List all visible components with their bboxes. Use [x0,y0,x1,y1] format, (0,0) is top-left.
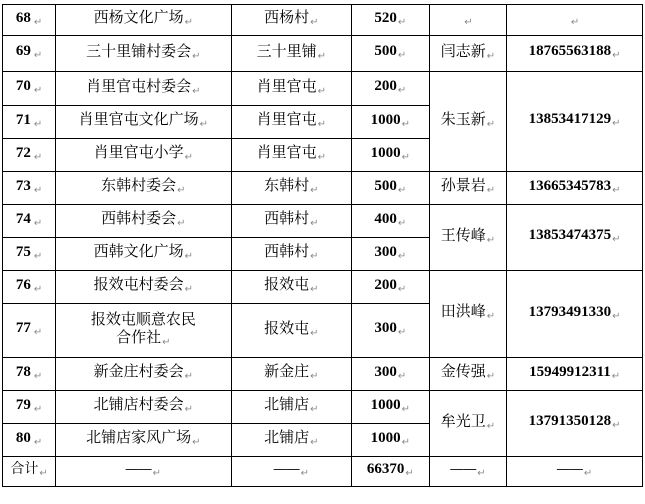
amount: $1000_↵$ [352,391,430,424]
phone-number: $13665345783_↵$ [507,172,643,205]
site-name: 北铺店家风广场$_↵$ [56,424,232,457]
row-number: 74 $_↵$ [3,205,56,238]
phone-number: $13793491330_↵$ [507,271,643,358]
village-name: 报效屯$_↵$ [231,271,351,304]
total-village-placeholder: $——_↵$ [231,457,351,487]
amount: $200_↵$ [352,72,430,106]
total-amount: $66370_↵$ [352,457,430,487]
amount: $1000_↵$ [352,424,430,457]
total-contact-placeholder: $——_↵$ [429,457,507,487]
site-name: 西韩村委会$_↵$ [56,205,232,238]
amount: $400_↵$ [352,205,430,238]
contact-name: 金传强$_↵$ [429,358,507,391]
amount: $300_↵$ [352,304,430,358]
amount: $1000_↵$ [352,139,430,172]
site-name: 北铺店村委会$_↵$ [56,391,232,424]
total-site-placeholder: $——_↵$ [56,457,232,487]
amount: $300_↵$ [352,358,430,391]
site-name: 新金庄村委会$_↵$ [56,358,232,391]
contact-name: 王传峰$_↵$ [429,205,507,271]
site-name: 肖里官屯文化广场$_↵$ [56,106,232,139]
village-name: 三十里铺$_↵$ [231,36,351,72]
village-name: 北铺店$_↵$ [231,424,351,457]
contact-name: 牟光卫$_↵$ [429,391,507,457]
row-number: 72 $_↵$ [3,139,56,172]
site-name: 报效屯顺意农民 合作社$_↵$ [56,304,232,358]
amount: $500_↵$ [352,36,430,72]
site-name: 肖里官屯村委会$_↵$ [56,72,232,106]
site-name: 东韩村委会$_↵$ [56,172,232,205]
village-name: 东韩村$_↵$ [231,172,351,205]
contact-name: 孙景岩$_↵$ [429,172,507,205]
phone-number: $13853474375_↵$ [507,205,643,271]
row-number: 79 $_↵$ [3,391,56,424]
row-number: 70 $_↵$ [3,72,56,106]
amount: $300_↵$ [352,238,430,271]
data-table [2,4,643,487]
row-number: 75 $_↵$ [3,238,56,271]
village-name: 肖里官屯$_↵$ [231,139,351,172]
row-number: 76 $_↵$ [3,271,56,304]
total-label: 合计$_↵$ [3,457,56,487]
village-name: 西韩村$_↵$ [231,205,351,238]
row-number: 80 $_↵$ [3,424,56,457]
contact-name: 闫志新$_↵$ [429,36,507,72]
amount: $520_↵$ [352,5,430,36]
contact-name: 田洪峰$_↵$ [429,271,507,358]
village-name: 新金庄$_↵$ [231,358,351,391]
contact-name: ↵ [429,5,507,36]
phone-number: $15949912311_↵$ [507,358,643,391]
village-name: 西杨村$_↵$ [231,5,351,36]
amount: $500_↵$ [352,172,430,205]
site-name: 三十里铺村委会$_↵$ [56,36,232,72]
row-number: 69 $_↵$ [3,36,56,72]
site-name: 西韩文化广场$_↵$ [56,238,232,271]
table-row [3,205,643,238]
village-name: 肖里官屯$_↵$ [231,106,351,139]
table-row [3,271,643,304]
row-number: 68 $_↵$ [3,5,56,36]
phone-number: ↵ [507,5,643,36]
row-number: 71 $_↵$ [3,106,56,139]
site-name: 肖里官屯小学$_↵$ [56,139,232,172]
table-row [3,36,643,72]
table-row [3,172,643,205]
village-name: 肖里官屯$_↵$ [231,72,351,106]
total-phone-placeholder: $——_↵$ [507,457,643,487]
table-row [3,358,643,391]
row-number: 73 $_↵$ [3,172,56,205]
site-name: 报效屯村委会$_↵$ [56,271,232,304]
total-row [3,457,643,487]
amount: $200_↵$ [352,271,430,304]
village-name: 北铺店$_↵$ [231,391,351,424]
phone-number: $13791350128_↵$ [507,391,643,457]
site-name: 西杨文化广场$_↵$ [56,5,232,36]
row-number: 77 $_↵$ [3,304,56,358]
phone-number: $13853417129_↵$ [507,72,643,172]
village-name: 西韩村$_↵$ [231,238,351,271]
village-name: 报效屯$_↵$ [231,304,351,358]
row-number: 78 $_↵$ [3,358,56,391]
contact-name: 朱玉新$_↵$ [429,72,507,172]
phone-number: $18765563188_↵$ [507,36,643,72]
table-row [3,72,643,106]
amount: $1000_↵$ [352,106,430,139]
table-row [3,391,643,424]
table-row [3,5,643,36]
